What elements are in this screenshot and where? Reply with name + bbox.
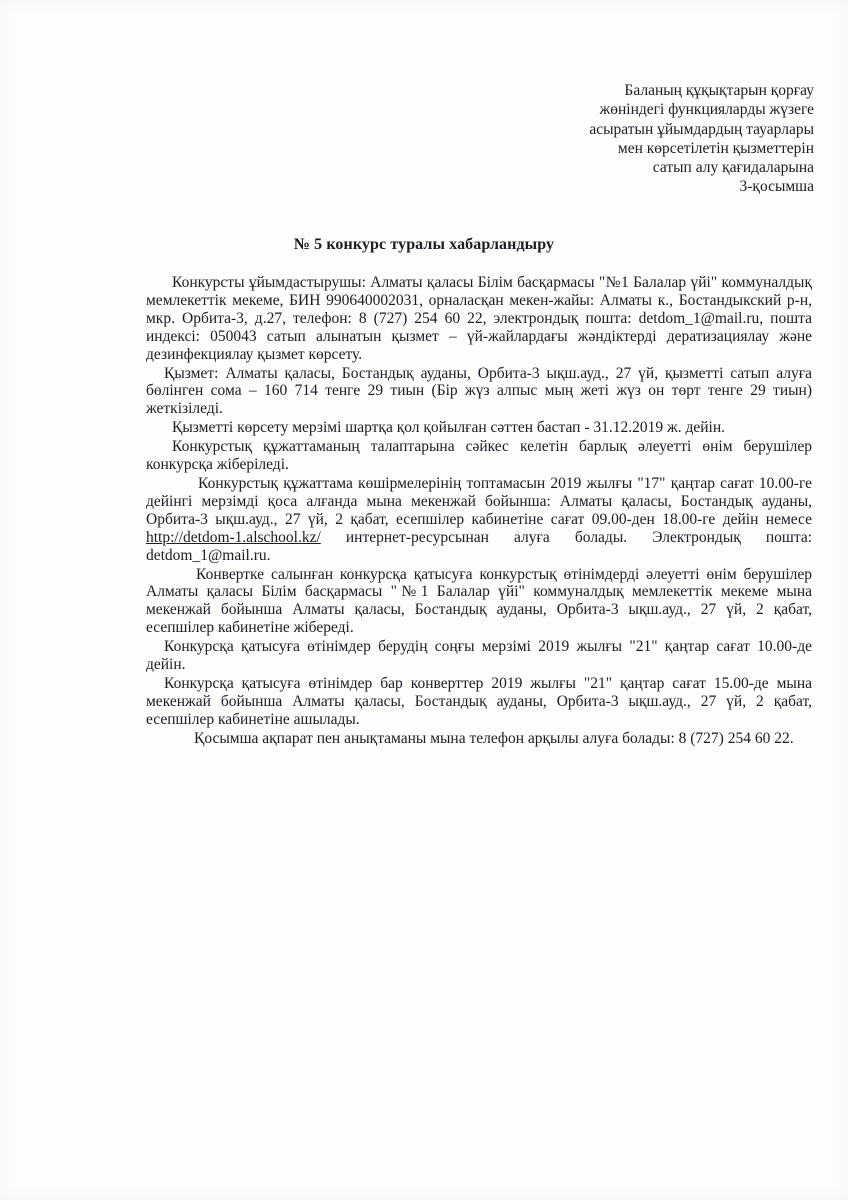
annex-line: Баланың құқықтарын қорғау bbox=[624, 82, 814, 99]
annex-line: асыратын ұйымдардың тауарлары bbox=[589, 120, 814, 138]
eligibility-paragraph: Конкурстық құжаттаманың талаптарына сәйкес келетін барлық әлеуетті өнім берушілер конкурсқа жіберіледі. bbox=[146, 438, 812, 474]
contact-paragraph: Қосымша ақпарат пен анықтаманы мына телефон арқылы алуға болады: 8 (727) 254 60 22. bbox=[194, 729, 794, 747]
announcement-body bbox=[146, 274, 812, 749]
announcement-title: № 5 конкурс туралы хабарландыру bbox=[293, 236, 555, 253]
documentation-paragraph bbox=[146, 475, 812, 565]
documentation-text: Конкурстық құжаттама көшірмелерінің топтамасын 2019 жылғы "17" қаңтар сағат 10.00-ге дейінгі мерзімді қоса алғанда мына мекенжай бойынша: Алматы қаласы, Бостандық ауданы, Орбита-3 ықш.ауд., 27 үй, 2 қабат, есепшілер кабинетіне сағат 09.00-ден 18.00-ге дейін немесе bbox=[146, 474, 812, 528]
deadline-paragraph: Конкурсқа қатысуға өтінімдер берудің соңғы мерзімі 2019 жылғы "21" қаңтар сағат 10.00-де дейін. bbox=[146, 638, 812, 674]
service-amount-paragraph: Қызмет: Алматы қаласы, Бостандық ауданы, Орбита-3 ықш.ауд., 27 үй, қызметті сатып алуға бөлінген сома – 160 714 тенге 29 тиын (Бір жүз алпыс мың жеті жүз он төрт тенге 29 тиын) жеткізіледі. bbox=[146, 364, 812, 418]
documentation-text-end: интернет-ресурсынан алуға болады. Электрондық пошта: detdom_1@mail.ru. bbox=[146, 528, 812, 564]
service-term-paragraph: Қызметті көрсету мерзімі шартқа қол қойылған сәттен бастап - 31.12.2019 ж. дейін. bbox=[172, 419, 725, 437]
annex-line: сатып алу қағидаларына bbox=[652, 159, 814, 177]
annex-number: 3-қосымша bbox=[739, 178, 814, 196]
annex-line: жөніндегі функцияларды жүзеге bbox=[599, 101, 814, 119]
annex-reference-block bbox=[514, 81, 814, 197]
annex-line: мен көрсетілетін қызметтерін bbox=[617, 139, 814, 157]
opening-paragraph: Конкурсқа қатысуға өтінімдер бар конверттер 2019 жылғы "21" қаңтар сағат 15.00-де мына мекенжай бойынша Алматы қаласы, Бостандық ауданы, Орбита-3 ықш.ауд., 27 үй, 2 қабат, есепшілер кабинетіне ашылады. bbox=[146, 674, 812, 728]
website-link[interactable]: http://detdom-1.alschool.kz/ bbox=[146, 528, 321, 546]
organizer-paragraph: Конкурсты ұйымдастырушы: Алматы қаласы Білім басқармасы "№1 Балалар үйі" коммуналдық мемлекеттік мекеме, БИН 990640002031, орналасқан мекен-жайы: Алматы к., Бостандыкский р-н, мкр. Орбита-3, д.27, телефон: 8 (727) 254 60 22, электрондық пошта: detdom_1@mail.ru, пошта индексі: 050043 сатып алынатын қызмет – үй-жайлардағы жәндіктерді дератизациялау және дезинфекциялау қызмет көрсету. bbox=[146, 274, 812, 363]
submission-paragraph: Конвертке салынған конкурсқа қатысуға конкурстық өтінімдерді әлеуетті өнім берушілер Алматы қаласы Білім басқармасы "№1 Балалар үйі" коммуналдық мемлекеттік мекеме мына мекенжай бойынша Алматы қаласы, Бостандық ауданы, Орбита-3 ықш.ауд., 27 үй, 2 қабат, есепшілер кабинетіне жібереді. bbox=[146, 565, 812, 637]
